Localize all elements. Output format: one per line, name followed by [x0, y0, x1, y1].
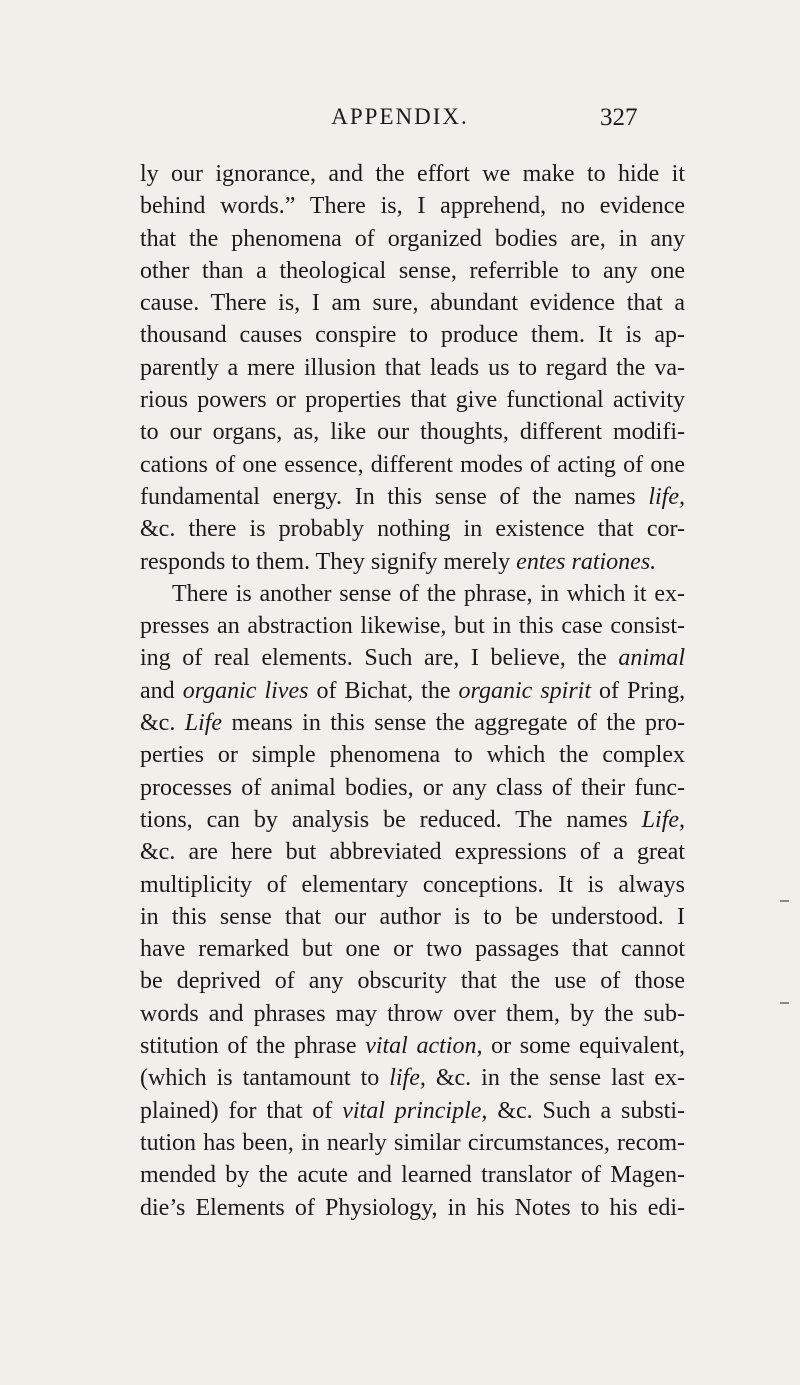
text-run: of Pring, [599, 677, 686, 704]
text-run: &c. [140, 710, 176, 737]
text-line: presses an abstraction likewise, but in this case consist- [140, 613, 685, 640]
margin-mark [780, 1002, 789, 1004]
text-run: fundamental energy. In this sense of the names [140, 483, 636, 510]
text-line: parently a mere illusion that leads us to regard the va- [140, 354, 685, 381]
text-line: have remarked but one or two passages that cannot [140, 936, 685, 963]
italic-term: life, [389, 1065, 426, 1092]
page-header [0, 104, 800, 144]
text-line [140, 546, 685, 578]
text-line: other than a theological sense, referrible to any one [140, 257, 685, 284]
italic-term: Life [184, 710, 223, 737]
text-run: &c. Such a substi- [497, 1097, 686, 1124]
italic-term: organic lives [182, 677, 309, 704]
text-line [140, 481, 685, 513]
text-run: tions, can by analysis be reduced. The names [140, 806, 628, 833]
text-line: in this sense that our author is to be understood. I [140, 903, 685, 930]
text-line: There is another sense of the phrase, in which it ex- [172, 580, 685, 607]
text-line [140, 1095, 685, 1127]
text-line: words and phrases may throw over them, by the sub- [140, 1000, 685, 1027]
text-line: thousand causes conspire to produce them. It is ap- [140, 322, 685, 349]
italic-term: life, [648, 483, 685, 510]
page-number: 327 [600, 104, 638, 131]
text-line: cations of one essence, different modes of acting of one [140, 451, 685, 478]
text-run: (which is tantamount to [140, 1065, 380, 1092]
text-line: to our organs, as, like our thoughts, different modifi- [140, 419, 685, 446]
text-run: means in this sense the aggregate of the pro- [231, 710, 686, 737]
running-head: APPENDIX. [331, 104, 469, 129]
italic-term: entes rationes. [516, 548, 657, 575]
italic-term: Life, [641, 806, 686, 833]
text-line [140, 675, 685, 707]
text-run: stitution of the phrase [140, 1033, 357, 1060]
text-line: ly our ignorance, and the effort we make to hide it [140, 161, 685, 187]
text-line: rious powers or properties that give functional activity [140, 387, 685, 414]
text-run: or some equivalent, [491, 1033, 685, 1060]
body-text [140, 158, 685, 1224]
text-line: perties or simple phenomena to which the complex [140, 742, 685, 769]
text-line [140, 1062, 685, 1094]
margin-mark [780, 900, 789, 902]
text-line: mended by the acute and learned translator of Magen- [140, 1162, 685, 1189]
text-line [140, 642, 685, 674]
text-line: tution has been, in nearly similar circumstances, recom- [140, 1129, 685, 1156]
italic-term: vital principle, [342, 1097, 488, 1124]
text-run: of Bichat, the [316, 677, 451, 704]
text-line: be deprived of any obscurity that the use of those [140, 968, 685, 995]
text-run: &c. in the sense last ex- [435, 1065, 686, 1092]
text-run: responds to them. They signify merely [140, 548, 511, 575]
text-line: that the phenomena of organized bodies are, in any [140, 225, 685, 252]
italic-term: vital action, [365, 1033, 483, 1060]
text-line: behind words.” There is, I apprehend, no evidence [140, 193, 685, 220]
italic-term: organic spirit [458, 677, 592, 704]
text-line: multiplicity of elementary conceptions. It is always [140, 871, 685, 898]
text-run: ing of real elements. Such are, I believe, the [140, 645, 607, 672]
italic-term: animal [618, 645, 686, 672]
text-line [140, 707, 685, 739]
text-line: die’s Elements of Physiology, in his Notes to his edi- [140, 1194, 685, 1221]
text-line: &c. there is probably nothing in existence that cor- [140, 516, 685, 543]
text-line: processes of animal bodies, or any class of their func- [140, 774, 685, 801]
text-line: cause. There is, I am sure, abundant evidence that a [140, 290, 685, 317]
text-line [140, 1030, 685, 1062]
text-run: and [140, 677, 175, 704]
text-line [140, 804, 685, 836]
text-run: plained) for that of [140, 1097, 333, 1124]
text-line: &c. are here but abbreviated expressions of a great [140, 839, 685, 866]
